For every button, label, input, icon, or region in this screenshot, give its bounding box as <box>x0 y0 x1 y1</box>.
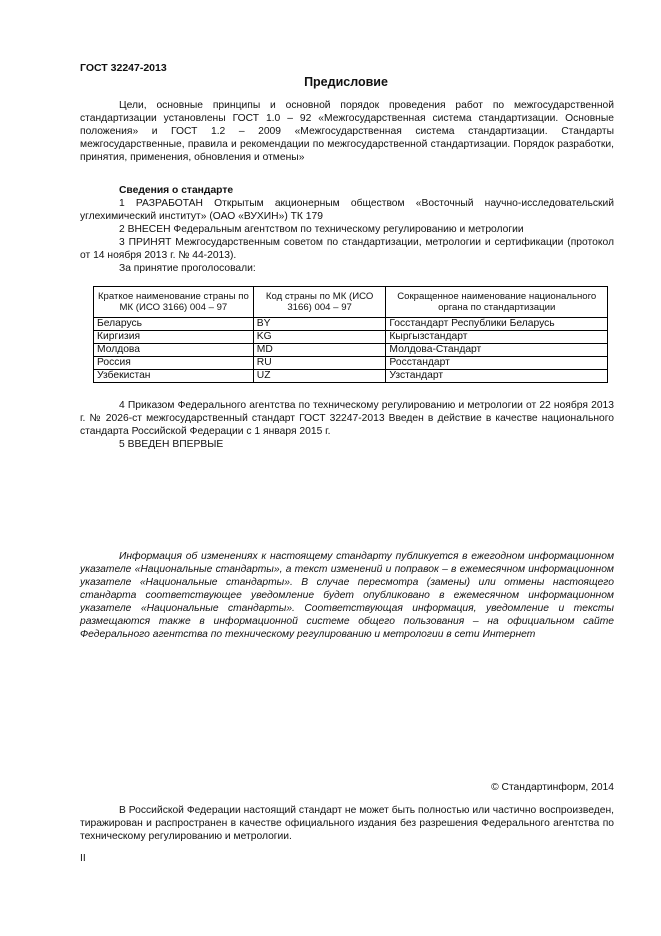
table-cell-body: Росстандарт <box>386 357 608 370</box>
changes-notice: Информация об изменениях к настоящему стандарту публикуется в ежегодном информационном указателе «Национальные стандарты», а текст изменений и поправок – в ежемесячном информационном указателе «Национальные стандарты». В случае пересмотра (замены) или отмены настоящего стандарта соответствующее уведомление будет опубликовано в ежемесячном информационном указателе «Национальные стандарты». Соответствующая информация, уведомление и тексты размещаются также в информационной системе общего пользования – на официальном сайте Федерального агентства по техническому регулированию и метрологии в сети Интернет <box>80 551 614 640</box>
table-row <box>94 357 608 370</box>
table-cell-country: Киргизия <box>94 331 254 344</box>
intro-paragraph: Цели, основные принципы и основной порядок проведения работ по межгосударственной стандартизации установлены ГОСТ 1.0 – 92 «Межгосударственная система стандартизации. Основные положения» и ГОСТ 1.2 – 2009 «Межгосударственная система стандартизации. Стандарты межгосударственные, правила и рекомендации по межгосударственной стандартизации. Порядок разработки, принятия, применения, обновления и отмены» <box>80 100 614 163</box>
info-heading: Сведения о стандарте <box>119 185 234 196</box>
table-cell-code: UZ <box>253 370 386 383</box>
table-cell-country: Россия <box>94 357 254 370</box>
item-5-line: 5 ВВЕДЕН ВПЕРВЫЕ <box>119 439 224 450</box>
table-row <box>94 318 608 331</box>
table-cell-body: Кыргызстандарт <box>386 331 608 344</box>
table-cell-code: MD <box>253 344 386 357</box>
document-code: ГОСТ 32247-2013 <box>80 62 167 74</box>
voted-label: За принятие проголосовали: <box>119 263 256 274</box>
table-row <box>94 331 608 344</box>
legal-notice: В Российской Федерации настоящий стандарт не может быть полностью или частично воспроизведен, тиражирован и распространен в качестве официального издания без разрешения Федерального агентства по техническому регулированию и метрологии. <box>80 805 614 842</box>
table-row <box>94 370 608 383</box>
table-header-country: Краткое наименование страны по МК (ИСО 3166) 004 – 97 <box>94 287 254 318</box>
page-title: Предисловие <box>304 75 388 89</box>
table-cell-body: Узстандарт <box>386 370 608 383</box>
table-cell-code: KG <box>253 331 386 344</box>
table-cell-country: Молдова <box>94 344 254 357</box>
table-cell-code: RU <box>253 357 386 370</box>
info-item-2: 2 ВНЕСЕН Федеральным агентством по техническому регулированию и метрологии <box>119 224 524 235</box>
table-cell-code: BY <box>253 318 386 331</box>
copyright: © Стандартинформ, 2014 <box>491 782 614 793</box>
table-cell-body: Госстандарт Республики Беларусь <box>386 318 608 331</box>
table-cell-country: Узбекистан <box>94 370 254 383</box>
table-header-body: Сокращенное наименование национального органа по стандартизации <box>386 287 608 318</box>
table-cell-body: Молдова-Стандарт <box>386 344 608 357</box>
item-4-paragraph: 4 Приказом Федерального агентства по техническому регулированию и метрологии от 22 ноября 2013 г. № 2026-ст межгосударственный стандарт ГОСТ 32247-2013 Введен в действие в качестве национального стандарта Российской Федерации с 1 января 2015 г. <box>80 400 614 437</box>
table-header-row <box>94 287 608 318</box>
page-number: II <box>80 853 86 864</box>
table-cell-country: Беларусь <box>94 318 254 331</box>
table-row <box>94 344 608 357</box>
info-item-3: 3 ПРИНЯТ Межгосударственным советом по стандартизации, метрологии и сертификации (протокол от 14 ноября 2013 г. № 44-2013). <box>80 237 614 261</box>
info-item-1: 1 РАЗРАБОТАН Открытым акционерным обществом «Восточный научно-исследовательский углехимический институт» (ОАО «ВУХИН») ТК 179 <box>80 198 614 222</box>
table-header-code: Код страны по МК (ИСО 3166) 004 – 97 <box>253 287 386 318</box>
voting-table <box>93 286 608 383</box>
